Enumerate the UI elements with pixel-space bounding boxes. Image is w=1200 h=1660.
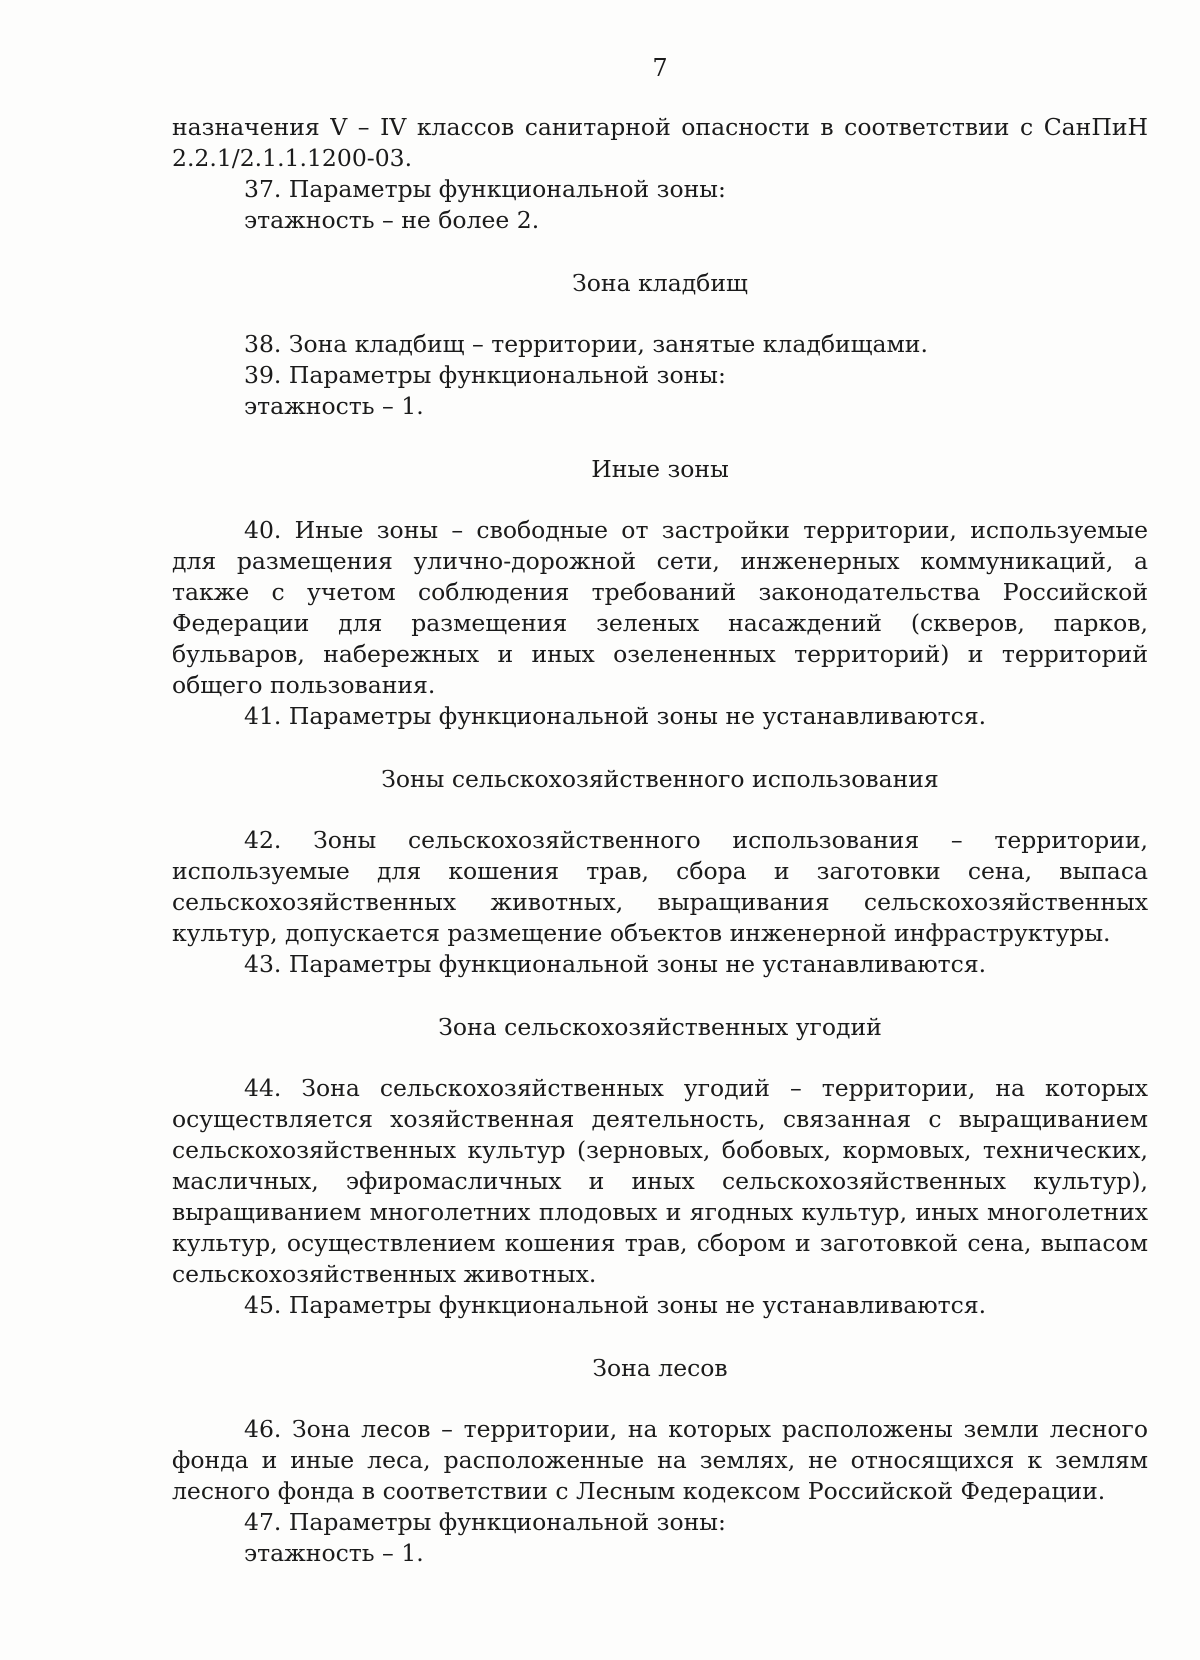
paragraph-43: 43. Параметры функциональной зоны не устанавливаются. <box>244 950 987 978</box>
paragraph-45: 45. Параметры функциональной зоны не устанавливаются. <box>244 1291 987 1319</box>
paragraph-39: 39. Параметры функциональной зоны: <box>244 361 726 389</box>
paragraph-41: 41. Параметры функциональной зоны не устанавливаются. <box>244 702 987 730</box>
paragraph-39-floors: этажность – 1. <box>244 392 424 420</box>
paragraph-47: 47. Параметры функциональной зоны: <box>244 1508 726 1536</box>
section-heading-agricultural-use-zones: Зоны сельскохозяйственного использования <box>381 765 939 793</box>
paragraph-47-floors: этажность – 1. <box>244 1539 424 1567</box>
paragraph-42: 42. Зоны сельскохозяйственного использования – территории, используемые для кошения трав, сбора и заготовки сена, выпаса сельскохозяйственных животных, выращивания сельскохозяйственных культур, допускается размещение объектов инженерной инфраструктуры. <box>172 826 1148 947</box>
page-number: 7 <box>652 54 668 82</box>
section-heading-agricultural-land-zone: Зона сельскохозяйственных угодий <box>438 1013 882 1041</box>
paragraph-37-floors: этажность – не более 2. <box>244 206 540 234</box>
paragraph-37: 37. Параметры функциональной зоны: <box>244 175 726 203</box>
paragraph-40: 40. Иные зоны – свободные от застройки территории, используемые для размещения улично-дорожной сети, инженерных коммуникаций, а также с учетом соблюдения требований законодательства Российской Федерации для размещения зеленых насаждений (скверов, парков, бульваров, набережных и иных озелененных территорий) и территорий общего пользования. <box>172 516 1148 699</box>
section-heading-other-zones: Иные зоны <box>591 455 729 483</box>
section-heading-forest-zone: Зона лесов <box>592 1354 728 1382</box>
paragraph-44: 44. Зона сельскохозяйственных угодий – территории, на которых осуществляется хозяйственная деятельность, связанная с выращиванием сельскохозяйственных культур (зерновых, бобовых, кормовых, технических, масличных, эфиромасличных и иных сельскохозяйственных культур), выращиванием многолетних плодовых и ягодных культур, иных многолетних культур, осуществлением кошения трав, сбором и заготовкой сена, выпасом сельскохозяйственных животных. <box>172 1074 1148 1288</box>
document-body <box>172 112 1148 1569</box>
paragraph-continuation: назначения V – IV классов санитарной опасности в соответствии с СанПиН 2.2.1/2.1.1.1200-03. <box>172 113 1148 172</box>
paragraph-46: 46. Зона лесов – территории, на которых расположены земли лесного фонда и иные леса, расположенные на землях, не относящихся к землям лесного фонда в соответствии с Лесным кодексом Российской Федерации. <box>172 1415 1148 1505</box>
section-heading-cemetery-zone: Зона кладбищ <box>572 269 748 297</box>
paragraph-38: 38. Зона кладбищ – территории, занятые кладбищами. <box>244 330 928 358</box>
